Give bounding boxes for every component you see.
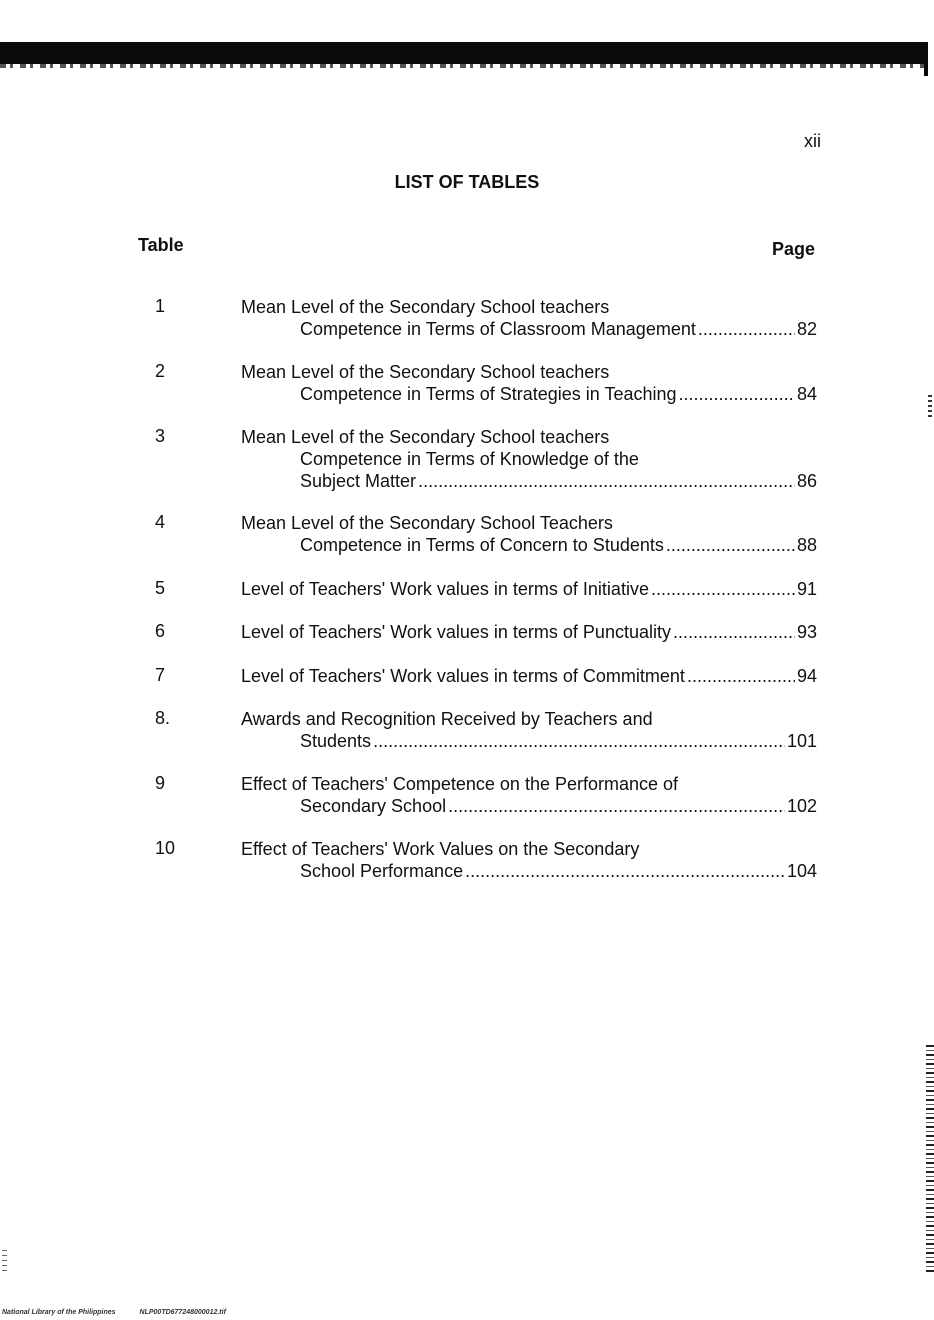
scan-border-top	[0, 42, 928, 64]
entry-line: Mean Level of the Secondary School teachers	[241, 427, 610, 447]
entry-page-number: 93	[796, 622, 817, 642]
entry-title: School Performance	[300, 861, 464, 881]
entry-line: Mean Level of the Secondary School teachers	[241, 297, 610, 317]
dot-leader	[418, 470, 795, 492]
entry-number: 8.	[155, 708, 171, 728]
dot-leader	[651, 578, 795, 600]
scan-footer	[2, 1309, 226, 1316]
entry-line	[300, 470, 817, 492]
entry-line	[241, 578, 817, 600]
entry-number: 9	[155, 773, 166, 793]
entry-page-number: 84	[796, 384, 817, 404]
page-title: LIST OF TABLES	[394, 172, 540, 192]
entry-page-number: 86	[796, 471, 817, 491]
dot-leader	[465, 860, 785, 882]
entry-number: 2	[155, 361, 166, 381]
scan-border-edge	[0, 64, 928, 68]
entry-number: 5	[155, 578, 166, 598]
entry-number: 7	[155, 665, 166, 685]
entry-page-number: 104	[786, 861, 817, 881]
entry-page-number: 94	[796, 666, 817, 686]
scan-speckle	[2, 1250, 7, 1275]
entry-title: Level of Teachers' Work values in terms of Commitment	[241, 666, 685, 686]
entry-title: Students	[300, 731, 372, 751]
entry-page-number: 82	[796, 319, 817, 339]
entry-line: Effect of Teachers' Competence on the Performance of	[241, 774, 679, 794]
entry-title: Level of Teachers' Work values in terms of Initiative	[241, 579, 649, 599]
column-header-page: Page	[772, 239, 816, 259]
entry-title: Subject Matter	[300, 471, 417, 491]
entry-page-number: 102	[786, 796, 817, 816]
entry-page-number: 88	[796, 535, 817, 555]
entry-line	[241, 621, 817, 643]
entry-title: Competence in Terms of Concern to Students	[300, 535, 664, 555]
entry-page-number: 91	[796, 579, 817, 599]
column-header-table: Table	[138, 235, 184, 255]
dot-leader	[673, 621, 795, 643]
page-number: xii	[804, 131, 821, 151]
entry-line: Mean Level of the Secondary School Teachers	[241, 513, 613, 533]
entry-number: 6	[155, 621, 166, 641]
entry-line	[241, 665, 817, 687]
entry-line	[300, 860, 817, 882]
entry-line	[300, 534, 817, 556]
dot-leader	[373, 730, 785, 752]
entry-title: Secondary School	[300, 796, 447, 816]
footer-library: National Library of the Philippines	[2, 1309, 116, 1316]
dot-leader	[448, 795, 785, 817]
entry-line: Awards and Recognition Received by Teachers and	[241, 709, 653, 729]
entry-line: Mean Level of the Secondary School teachers	[241, 362, 610, 382]
entry-line: Competence in Terms of Knowledge of the	[300, 449, 639, 469]
dot-leader	[666, 534, 795, 556]
entry-page-number: 101	[786, 731, 817, 751]
dot-leader	[698, 318, 795, 340]
entry-number: 4	[155, 512, 166, 532]
entry-line	[300, 795, 817, 817]
entry-line	[300, 318, 817, 340]
entry-number: 10	[155, 838, 176, 858]
entry-number: 3	[155, 426, 166, 446]
dot-leader	[679, 383, 795, 405]
entry-line	[300, 730, 817, 752]
scan-speckle	[928, 395, 932, 417]
entry-line: Effect of Teachers' Work Values on the Secondary	[241, 839, 640, 859]
entry-line	[300, 383, 817, 405]
entry-title: Competence in Terms of Strategies in Teaching	[300, 384, 677, 404]
entry-title: Competence in Terms of Classroom Management	[300, 319, 696, 339]
scan-speckle	[926, 1045, 934, 1275]
entry-number: 1	[155, 296, 166, 316]
entry-title: Level of Teachers' Work values in terms of Punctuality	[241, 622, 671, 642]
scan-border-corner	[924, 42, 928, 76]
dot-leader	[687, 665, 795, 687]
footer-file-id: NLP00TD677248000012.tif	[139, 1309, 226, 1316]
